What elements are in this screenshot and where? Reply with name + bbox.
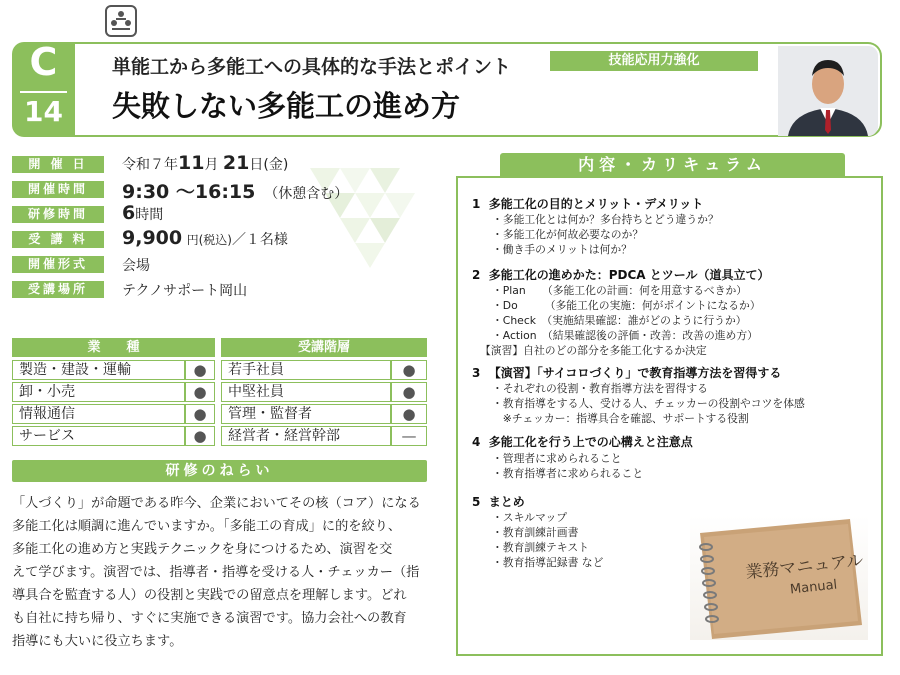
curriculum-item: ・多能工化が何故必要なのか？: [492, 228, 644, 241]
curriculum-item: ・Plan （多能工化の計画：何を用意するべきか）: [492, 284, 748, 297]
instructor-photo: [778, 46, 878, 136]
level-row-mark: —: [391, 426, 427, 446]
people-group-icon: [105, 5, 137, 37]
industry-row-mark: ●: [185, 382, 215, 402]
industry-row-label: 卸・小売: [12, 382, 185, 402]
curriculum-item: ・教育指導記録書 など: [492, 556, 604, 569]
curriculum-section-items: [492, 381, 805, 426]
industry-row-mark: ●: [185, 426, 215, 446]
curriculum-item: ・多能工化とは何か？多台持ちとどう違うか？: [492, 213, 719, 226]
level-row-mark: ●: [391, 360, 427, 380]
curriculum-section-title: 5 まとめ: [472, 495, 525, 509]
course-title: 失敗しない多能工の進め方: [112, 89, 461, 123]
aim-header: 研修のねらい: [12, 460, 427, 482]
duration-label: 研修時間: [12, 206, 104, 223]
fee-label: 受 講 料: [12, 231, 104, 248]
curriculum-section-title: 3 【演習】「サイコロづくり」で教育指導方法を習得する: [472, 366, 782, 380]
format-value: 会場: [122, 258, 150, 274]
hours-value: 9:30 ～16:15 （休憩含む）: [122, 181, 349, 203]
curriculum-item: ※チェッカー：指導具合を確認、サポートする役割: [492, 412, 749, 425]
duration-value: 6時間: [122, 202, 164, 224]
aim-line: 多能工化は順調に進んでいますか。「多能工の育成」に的を絞り、: [12, 519, 402, 534]
fee-value: 9,900 円(税込)／１名様: [122, 227, 288, 249]
curriculum-section-items: [492, 510, 603, 570]
course-code-number: 14: [24, 95, 63, 128]
aim-line: も自社に持ち帰り、すぐに実施できる演習です。協力会社への教育: [12, 611, 407, 626]
industry-row-label: 製造・建設・運輸: [12, 360, 185, 380]
curriculum-item: ・教育指導者に求められること: [492, 467, 644, 480]
industry-row-label: サービス: [12, 426, 185, 446]
format-label: 開催形式: [12, 256, 104, 273]
curriculum-item: ・Action （結果確認後の評価・改善：改善の進め方）: [492, 329, 758, 342]
aim-line: 指導にも大いに役立ちます。: [12, 634, 183, 649]
industry-row-mark: ●: [185, 360, 215, 380]
curriculum-item: 【演習】自社のどの部分を多能工化するか決定: [480, 344, 707, 357]
date-value: 令和７年11月 21日(金): [122, 152, 289, 174]
curriculum-item: ・Do （多能工化の実施：何がポイントになるか）: [492, 299, 761, 312]
curriculum-item: ・教育指導をする人、受ける人、チェッカーの役割やコツを体感: [492, 397, 805, 410]
curriculum-header: 内容・カリキュラム: [500, 153, 845, 177]
curriculum-item: ・教育訓練テキスト: [492, 541, 589, 554]
curriculum-section-items: [492, 212, 719, 257]
course-code-letter: C: [29, 40, 58, 84]
level-row-label: 若手社員: [221, 360, 391, 380]
aim-text: [12, 492, 430, 653]
level-row-label: 管理・監督者: [221, 404, 391, 424]
venue-label: 受講場所: [12, 281, 104, 298]
aim-line: 多能工化の進め方と実践テクニックを身につけるため、演習を交: [12, 542, 393, 557]
curriculum-section-items: [492, 451, 643, 481]
level-table-header: 受講階層: [221, 338, 427, 357]
curriculum-section-title: 4 多能工化を行う上での心構えと注意点: [472, 435, 693, 449]
curriculum-item: ・教育訓練計画書: [492, 526, 579, 539]
industry-table-header: 業 種: [12, 338, 215, 357]
course-subtitle: 単能工から多能工への具体的な手法とポイント: [112, 56, 512, 78]
curriculum-item: ・働き手のメリットは何か？: [492, 243, 632, 256]
curriculum-section-items: [480, 283, 761, 358]
aim-line: 「人づくり」が命題である昨今、企業においてその核（コア）になる: [12, 496, 421, 511]
industry-row-label: 情報通信: [12, 404, 185, 424]
aim-line: えて学びます。演習では、指導者・指導を受ける人・チェッカー（指: [12, 565, 420, 580]
date-label: 開 催 日: [12, 156, 104, 173]
level-row-label: 経営者・経営幹部: [221, 426, 391, 446]
course-code-divider: [20, 91, 67, 93]
industry-row-mark: ●: [185, 404, 215, 424]
level-row-mark: ●: [391, 382, 427, 402]
aim-line: 導具合を監査する人）の役割と実践での留意点を理解します。どれ: [12, 588, 407, 603]
level-row-mark: ●: [391, 404, 427, 424]
curriculum-item: ・スキルマップ: [492, 511, 568, 524]
hours-label: 開催時間: [12, 181, 104, 198]
curriculum-section-title: 2 多能工化の進めかた：PDCA とツール（道具立て）: [472, 268, 770, 282]
manual-title-en: Manual: [789, 577, 838, 598]
curriculum-item: ・それぞれの役割・教育指導方法を習得する: [492, 382, 708, 395]
curriculum-item: ・Check （実施結果確認：誰がどのように行うか）: [492, 314, 747, 327]
curriculum-item: ・管理者に求められること: [492, 452, 622, 465]
level-row-label: 中堅社員: [221, 382, 391, 402]
curriculum-section-title: 1 多能工化の目的とメリット・デメリット: [472, 197, 704, 211]
category-badge: 技能応用力強化: [550, 51, 758, 71]
manual-title-jp: 業務マニュアル: [744, 550, 865, 584]
venue-value: テクノサポート岡山: [122, 283, 248, 299]
